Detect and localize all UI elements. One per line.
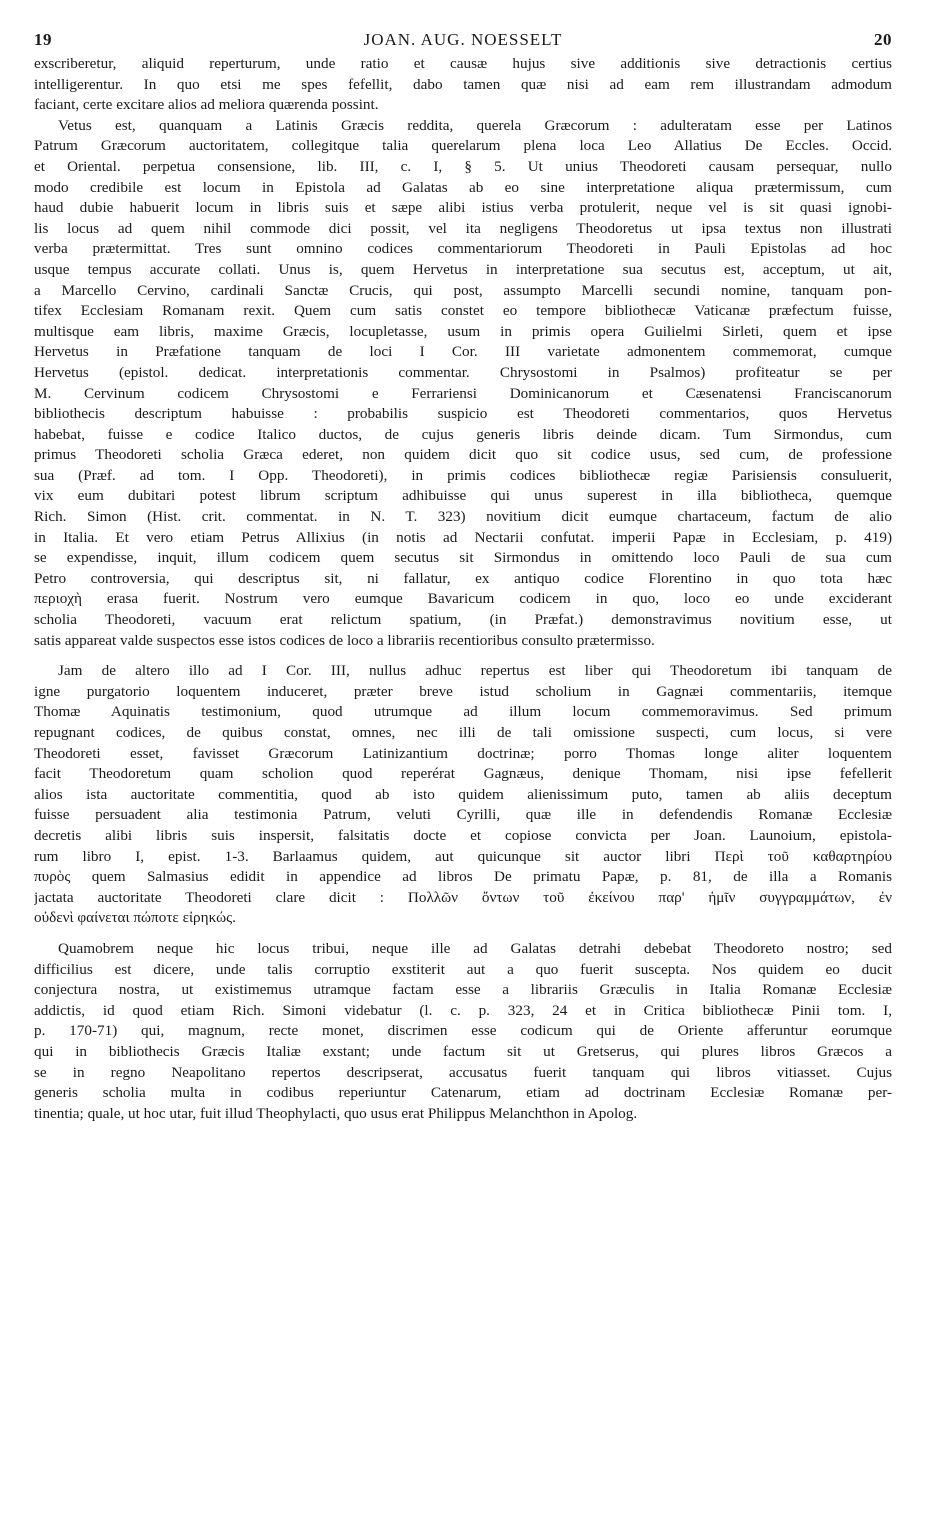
text-line: usque tempus accurate collati. Unus is, quem Hervetus in interpretatione sua secutus est, acceptum, ut ait,	[34, 260, 892, 278]
text-line: Hervetus (epistol. dedicat. interpretationis commentar. Chrysostomi in Psalmos) profiteatur se per	[34, 363, 892, 381]
text-line: haud dubie habuerit locum in libris suis et sæpe alibi istius verba protulerit, neque vel is sit quasi ignobi-	[34, 199, 892, 217]
text-line: tinentia; quale, ut hoc utar, fuit illud Theophylacti, quo usus erat Philippus Melanchthon in Apolog.	[34, 1104, 638, 1122]
text-line: sua (Præf. ad tom. I Opp. Theodoreti), in primis codices bibliothecæ regiæ Parisiensis consuluerit,	[34, 466, 892, 484]
paragraph-gap	[34, 651, 892, 661]
text-line: addictis, id quod etiam Rich. Simoni videbatur (l. c. p. 323, 24 et in Critica bibliothecæ Pinii tom. I,	[34, 1001, 892, 1019]
text-line: M. Cervinum codicem Chrysostomi e Ferrariensi Dominicanorum et Cæsenatensi Franciscanorum	[34, 384, 892, 402]
text-line: multisque eam libris, maxime Græcis, locupletasse, usum in primis opera Guilielmi Sirleti, quem et ipse	[34, 322, 892, 340]
text-line: igne purgatorio loquentem induceret, præter breve istud scholium in Gagnæi commentariis, itemque	[34, 682, 892, 700]
text-line: Theodoreti esset, favisset Græcorum Latinizantium doctrinæ; porro Thomas longe aliter loquentem	[34, 744, 892, 762]
text-line: decretis alibi libris suis inspersit, falsitatis docte et copiose convicta per Joan. Launoium, epistola-	[34, 826, 892, 844]
page	[34, 30, 892, 1124]
paragraph	[34, 116, 892, 651]
text-line: scholia Theodoreti, vacuum erat relictum spatium, (in Præfat.) demonstravimus novitium esse, ut	[34, 611, 892, 629]
page-number-left: 19	[34, 30, 52, 49]
text-line: jactata auctoritate Theodoreti clare dicit : Πολλῶν ὄντων τοῦ ἐκείνου παρ' ἡμῖν συγγραμμάτων, ἐν	[34, 888, 892, 906]
text-line: exscriberetur, aliquid reperturum, unde ratio et causæ hujus sive additionis sive detractionis certius	[34, 55, 892, 72]
running-header	[34, 30, 892, 54]
text-line: generis scholia multa in codibus reperiuntur Catenarum, etiam ad doctrinam Ecclesiæ Romanæ per-	[34, 1084, 892, 1102]
text-line: Jam de altero illo ad I Cor. III, nullus adhuc repertus est liber qui Theodoretum ibi tanquam de	[58, 662, 892, 680]
text-line: πυρὸς quem Salmasius edidit in appendice ad libros De primatu Papæ, p. 81, de illa a Romanis	[34, 868, 892, 886]
text-line: Vetus est, quanquam a Latinis Græcis reddita, querela Græcorum : adulteratam esse per Latinos	[58, 116, 892, 134]
text-line: a Marcello Cervino, cardinali Sanctæ Crucis, qui post, assumpto Marcelli secundi nomine, tanquam pon-	[34, 281, 892, 299]
text-line: περιοχὴ erasa fuerit. Nostrum vero eumque Bavaricum codicem in quo, loco eo unde exciderant	[34, 590, 892, 608]
text-line: Quamobrem neque hic locus tribui, neque ille ad Galatas detrahi debebat Theodoreto nostro; sed	[58, 939, 892, 957]
text-line: modo credibile est locum in Epistola ad Galatas ab eo sine interpretatione aliqua prætermissum, cum	[34, 178, 892, 196]
text-line: Petro controversia, qui descriptus sit, ni fallatur, ex antiquo codice Florentino in quo tota hæc	[34, 569, 892, 587]
paragraph	[34, 54, 892, 116]
text-line: in Italia. Et vero etiam Petrus Allixius (in notis ad Nectarii confutat. imperii Papæ in Ecclesiam, p. 419)	[34, 528, 892, 546]
text-line: verba prætermittat. Tres sunt omnino codices commentariorum Theodoreti in Pauli Epistolas ad hoc	[34, 240, 892, 258]
text-line: Thomæ Aquinatis testimonium, quod utrumque ad illum locum commemoravimus. Sed primum	[34, 703, 892, 721]
text-line: primus Theodoreti scholia Græca ederet, non quidem dicit quo sit codice usus, sed cum, de professione	[34, 446, 892, 464]
text-line: intelligerentur. In quo etsi me spes fefellit, dabo tamen quæ nisi ad eam rem illustrandam admodum	[34, 75, 892, 93]
text-line: facit Theodoretum quam scholion quod reperérat Gagnæus, denique Thomam, nisi ipse fefellerit	[34, 765, 892, 783]
text-line: satis appareat valde suspectos esse istos codices de loco a librariis recentioribus consulto prætermisso.	[34, 631, 655, 649]
paragraph	[34, 939, 892, 1124]
text-line: rum libro I, epist. 1-3. Barlaamus quidem, aut quicunque sit auctor libri Περὶ τοῦ καθαρτηρίου	[34, 847, 892, 865]
text-line: repugnant codices, de quibus constat, omnes, nec illi de tali omissione suspecti, cum locus, si vere	[34, 724, 892, 741]
text-line: habebat, fuisse e codice Italico ductos, de cujus generis libris deinde dicam. Tum Sirmondus, cum	[34, 425, 892, 443]
text-line: difficilius est dicere, unde talis corruptio exstiterit aut a quo fuerit suscepta. Nos quidem eo ducit	[34, 960, 892, 978]
text-line: conjectura nostra, ut existimemus utramque factam esse a librariis Græculis in Italia Romanæ Ecclesiæ	[34, 981, 892, 999]
text-line: Patrum Græcorum auctoritatem, collegitque talia querelarum plena loca Leo Allatius De Eccles. Occid.	[34, 137, 892, 155]
text-line: p. 170-71) qui, magnum, recte monet, discrimen esse codicum qui de Oriente afferuntur eorumque	[34, 1022, 892, 1040]
text-line: qui in bibliothecis Græcis Italiæ exstant; unde factum sit ut Gretserus, qui plures libros Græcos a	[34, 1042, 892, 1060]
text-line: tifex Ecclesiam Romanam rexit. Quem cum satis constet eo tempore bibliothecæ Vaticanæ præfectum fuisse,	[34, 302, 892, 320]
text-line: lis locus ad quem nihil commode dici possit, vel ita negligens Theodoretus ut ipsa textus non illustrati	[34, 219, 892, 237]
running-title: JOAN. AUG. NOESSELT	[363, 30, 563, 49]
text-line: bibliothecis descriptum habuisse : probabilis suspicio est Theodoreti commentarios, quos Hervetus	[34, 405, 892, 423]
text-line: alios ista auctoritate commentitia, quod ab isto quidem alienissimum puto, tamen ab aliis deceptum	[34, 785, 892, 803]
paragraph-gap	[34, 929, 892, 939]
page-number-right: 20	[874, 30, 892, 49]
text-line: et Oriental. perpetua consensione, lib. III, c. I, § 5. Ut unius Theodoreti causam persequar, nullo	[34, 157, 892, 175]
text-line: fuisse persuadent alia testimonia Patrum, veluti Cyrilli, quæ ille in defendendis Romanæ Ecclesiæ	[34, 806, 892, 824]
text-line: Rich. Simon (Hist. crit. commentat. in N. T. 323) novitium dicit eumque chartaceum, factum de alio	[34, 508, 892, 526]
text-line: Hervetus in Præfatione tanquam de loci I Cor. III varietate admonentem commemorat, cumque	[34, 343, 892, 361]
text-line: se expendisse, inquit, illum codicem quem secutus sit Sirmondus in omittendo loco Pauli de sua cum	[34, 549, 892, 567]
text-line: οὐδενὶ φαίνεται πώποτε εἰρηκώς.	[34, 909, 236, 927]
body-text	[34, 54, 892, 1124]
text-line: vix eum dubitari potest librum scriptum adhibuisse qui unus superest in illa bibliotheca, quemque	[34, 487, 892, 505]
text-line: se in regno Neapolitano repertos descripserat, accusatus fuerit tanquam qui libros vitiasset. Cujus	[34, 1063, 892, 1081]
text-line: faciant, certe excitare alios ad meliora quærenda possint.	[34, 96, 379, 114]
paragraph	[34, 661, 892, 929]
